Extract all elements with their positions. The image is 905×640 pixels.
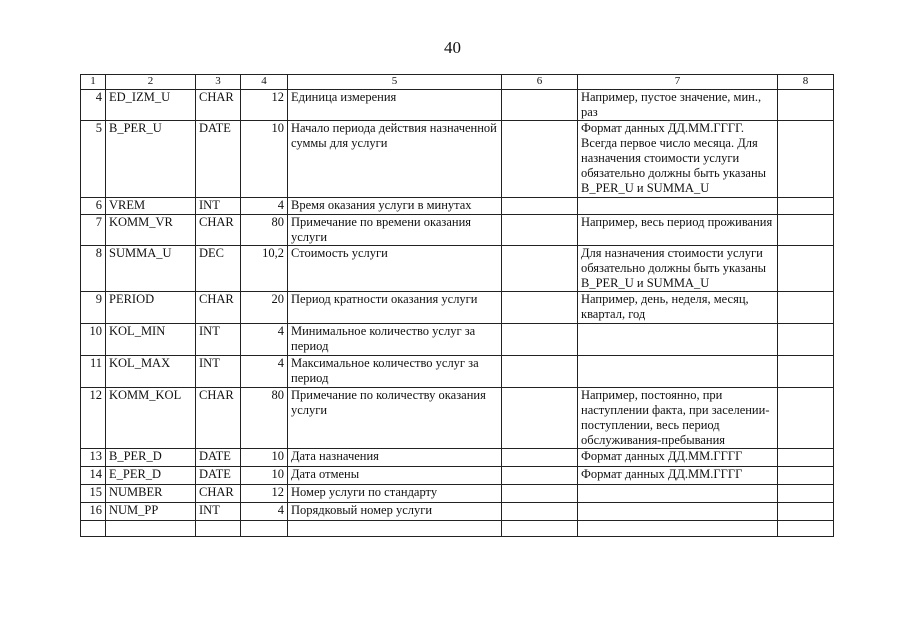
column-6-cell (502, 324, 578, 356)
row-number: 4 (81, 90, 106, 121)
field-type: DATE (196, 121, 241, 198)
field-type (196, 521, 241, 537)
field-length: 4 (241, 198, 288, 215)
column-header: 4 (241, 75, 288, 90)
field-note: Например, постоянно, при наступлении факта, при заселении-поступлении, весь период обслуживания-пребывания (578, 388, 778, 449)
column-6-cell (502, 467, 578, 485)
column-6-cell (502, 356, 578, 388)
row-number: 8 (81, 246, 106, 292)
field-spec-table (80, 74, 834, 537)
field-type: CHAR (196, 90, 241, 121)
field-type: DATE (196, 467, 241, 485)
field-description: Примечание по времени оказания услуги (288, 215, 502, 246)
field-note (578, 356, 778, 388)
header-row (81, 75, 834, 90)
row-number: 10 (81, 324, 106, 356)
column-6-cell (502, 485, 578, 503)
field-type: INT (196, 356, 241, 388)
column-header: 3 (196, 75, 241, 90)
field-description (288, 521, 502, 537)
field-name: B_PER_U (106, 121, 196, 198)
column-6-cell (502, 215, 578, 246)
field-length: 80 (241, 388, 288, 449)
field-note (578, 503, 778, 521)
column-header: 7 (578, 75, 778, 90)
field-description: Дата назначения (288, 449, 502, 467)
field-type: CHAR (196, 388, 241, 449)
field-name (106, 521, 196, 537)
table-row (81, 215, 834, 246)
table-row (81, 121, 834, 198)
field-length: 4 (241, 324, 288, 356)
column-6-cell (502, 388, 578, 449)
field-description: Порядковый номер услуги (288, 503, 502, 521)
table-row (81, 503, 834, 521)
table-row (81, 449, 834, 467)
row-number: 13 (81, 449, 106, 467)
column-8-cell (778, 356, 834, 388)
table-row (81, 356, 834, 388)
field-name: KOL_MIN (106, 324, 196, 356)
column-8-cell (778, 449, 834, 467)
field-type: INT (196, 503, 241, 521)
row-number: 5 (81, 121, 106, 198)
field-note: Например, день, неделя, месяц, квартал, год (578, 292, 778, 324)
field-type: DATE (196, 449, 241, 467)
row-number: 12 (81, 388, 106, 449)
field-length: 12 (241, 485, 288, 503)
field-length: 4 (241, 356, 288, 388)
table-row (81, 388, 834, 449)
column-6-cell (502, 90, 578, 121)
column-6-cell (502, 198, 578, 215)
column-header: 1 (81, 75, 106, 90)
column-8-cell (778, 324, 834, 356)
field-note: Формат данных ДД.ММ.ГГГГ (578, 467, 778, 485)
column-8-cell (778, 467, 834, 485)
field-note (578, 485, 778, 503)
field-type: CHAR (196, 485, 241, 503)
field-note: Например, весь период проживания (578, 215, 778, 246)
field-name: KOMM_KOL (106, 388, 196, 449)
table-row (81, 521, 834, 537)
field-name: B_PER_D (106, 449, 196, 467)
field-note (578, 198, 778, 215)
field-name: KOL_MAX (106, 356, 196, 388)
column-8-cell (778, 292, 834, 324)
column-6-cell (502, 121, 578, 198)
column-header: 5 (288, 75, 502, 90)
field-type: CHAR (196, 215, 241, 246)
column-6-cell (502, 503, 578, 521)
table-row (81, 324, 834, 356)
field-length: 10 (241, 121, 288, 198)
field-note (578, 521, 778, 537)
column-6-cell (502, 292, 578, 324)
field-length: 12 (241, 90, 288, 121)
column-8-cell (778, 521, 834, 537)
column-8-cell (778, 485, 834, 503)
field-length: 4 (241, 503, 288, 521)
field-description: Единица измерения (288, 90, 502, 121)
row-number: 15 (81, 485, 106, 503)
field-note: Например, пустое значение, мин., раз (578, 90, 778, 121)
row-number: 9 (81, 292, 106, 324)
field-name: NUMBER (106, 485, 196, 503)
column-header: 8 (778, 75, 834, 90)
row-number: 14 (81, 467, 106, 485)
column-8-cell (778, 246, 834, 292)
field-description: Максимальное количество услуг за период (288, 356, 502, 388)
column-6-cell (502, 246, 578, 292)
table-row (81, 467, 834, 485)
field-note: Формат данных ДД.ММ.ГГГГ (578, 449, 778, 467)
field-description: Время оказания услуги в минутах (288, 198, 502, 215)
field-type: CHAR (196, 292, 241, 324)
column-8-cell (778, 503, 834, 521)
column-8-cell (778, 198, 834, 215)
column-6-cell (502, 521, 578, 537)
page-number: 40 (444, 38, 461, 57)
column-6-cell (502, 449, 578, 467)
row-number: 6 (81, 198, 106, 215)
column-8-cell (778, 121, 834, 198)
row-number: 7 (81, 215, 106, 246)
field-type: INT (196, 198, 241, 215)
field-length (241, 521, 288, 537)
field-description: Стоимость услуги (288, 246, 502, 292)
field-note (578, 324, 778, 356)
row-number: 11 (81, 356, 106, 388)
field-name: E_PER_D (106, 467, 196, 485)
table-row (81, 246, 834, 292)
table-row (81, 198, 834, 215)
field-description: Примечание по количеству оказания услуги (288, 388, 502, 449)
field-description: Дата отмены (288, 467, 502, 485)
column-8-cell (778, 215, 834, 246)
row-number (81, 521, 106, 537)
row-number: 16 (81, 503, 106, 521)
table-row (81, 90, 834, 121)
field-name: PERIOD (106, 292, 196, 324)
table-row (81, 292, 834, 324)
field-note: Формат данных ДД.ММ.ГГГГ. Всегда первое число месяца. Для назначения стоимости услуги обязательно должны быть указаны B_PER_U и SUMMA_U (578, 121, 778, 198)
field-length: 10 (241, 467, 288, 485)
column-header: 6 (502, 75, 578, 90)
field-length: 10 (241, 449, 288, 467)
field-name: NUM_PP (106, 503, 196, 521)
table-row (81, 485, 834, 503)
field-name: ED_IZM_U (106, 90, 196, 121)
field-description: Период кратности оказания услуги (288, 292, 502, 324)
field-name: VREM (106, 198, 196, 215)
column-header: 2 (106, 75, 196, 90)
field-name: SUMMA_U (106, 246, 196, 292)
field-length: 80 (241, 215, 288, 246)
column-8-cell (778, 90, 834, 121)
field-length: 20 (241, 292, 288, 324)
field-length: 10,2 (241, 246, 288, 292)
field-description: Номер услуги по стандарту (288, 485, 502, 503)
field-description: Начало периода действия назначенной суммы для услуги (288, 121, 502, 198)
field-note: Для назначения стоимости услуги обязательно должны быть указаны B_PER_U и SUMMA_U (578, 246, 778, 292)
field-type: DEC (196, 246, 241, 292)
field-description: Минимальное количество услуг за период (288, 324, 502, 356)
field-type: INT (196, 324, 241, 356)
field-name: KOMM_VR (106, 215, 196, 246)
column-8-cell (778, 388, 834, 449)
